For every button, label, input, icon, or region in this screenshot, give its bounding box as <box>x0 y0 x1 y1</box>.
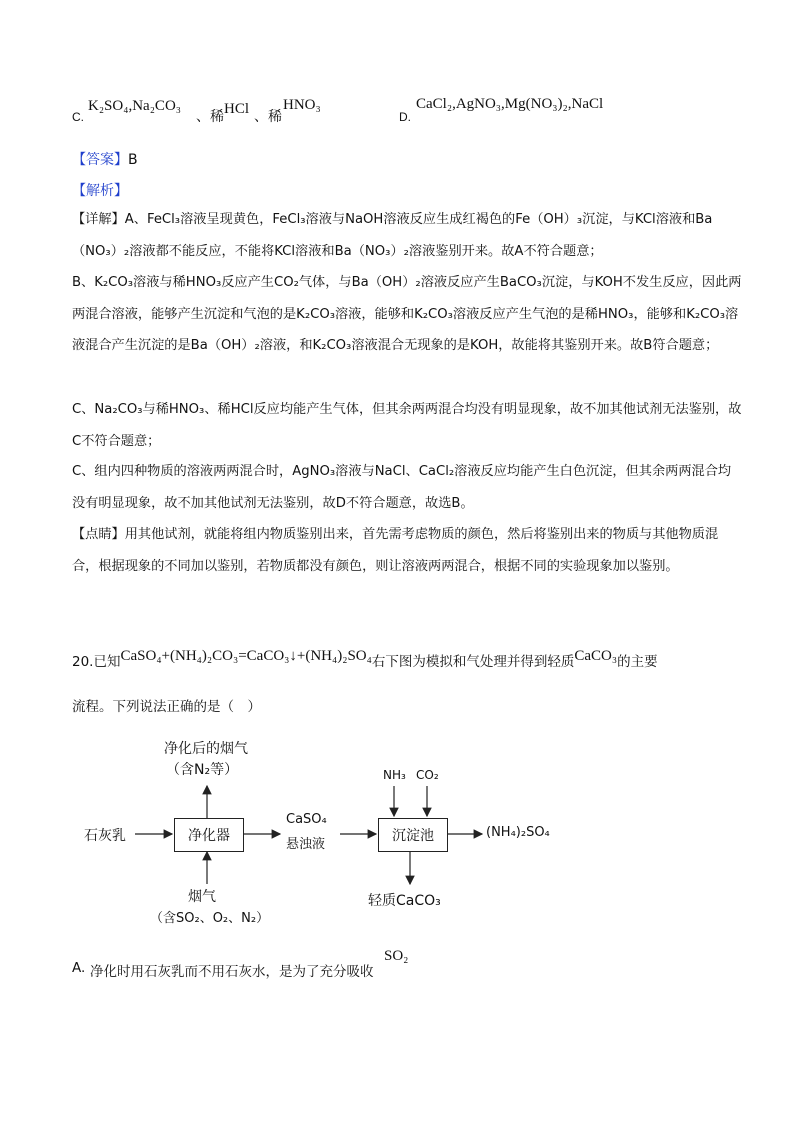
question-20-suffix: 的主要 <box>617 654 658 670</box>
answer-tag: 【答案】 <box>72 152 128 168</box>
detail-text-d: C、组内四种物质的溶液两两混合时，AgNO₃溶液与NaCl、CaCl₂溶液反应均能产生白色沉淀，但其余两两混合均没有明显现象，故不加其他试剂无法鉴别，故D不符合题意，故选B。 <box>72 464 732 511</box>
purified-gas-label: 净化后的烟气 <box>164 741 248 757</box>
flue-gas-label: 烟气 <box>188 889 216 905</box>
suspension-formula: CaSO₄ <box>286 812 327 827</box>
question-20-line-2: 流程。下列说法正确的是（ ） <box>72 699 261 715</box>
question-20-prefix: 20.已知 <box>72 654 121 670</box>
settling-tank-box <box>378 818 448 852</box>
option-c-formula-3: HNO₃ <box>283 97 321 113</box>
purified-gas-note: （含N₂等） <box>166 762 239 778</box>
option-c-separator-2: 、稀 <box>254 109 282 125</box>
flue-gas-note: （含SO₂、O₂、N₂） <box>150 911 270 926</box>
question-20-middle: 右下图为模拟和气处理并得到轻质 <box>371 654 575 670</box>
option-a-letter: A. <box>72 960 86 976</box>
option-a-formula: SO₂ <box>384 948 409 964</box>
answer-value: B <box>128 152 138 168</box>
detail-text-c: C、Na₂CO₃与稀HNO₃、稀HCl反应均能产生气体，但其余两两混合均没有明显现象，故不加其他试剂无法鉴别，故C不符合题意； <box>72 402 742 449</box>
nh3-label: NH₃ <box>383 768 406 782</box>
comment-text: 用其他试剂，就能将组内物质鉴别出来，首先需考虑物质的颜色，然后将鉴别出来的物质与其他物质混合，根据现象的不同加以鉴别，若物质都没有颜色，则让溶液两两混合，根据不同的实验现象加以鉴别。 <box>72 527 719 574</box>
option-d-letter: D. <box>399 110 411 124</box>
option-c-formula-1: K₂SO₄,Na₂CO₃ <box>88 98 182 114</box>
light-caco3-label: 轻质CaCO₃ <box>368 893 441 909</box>
option-a-statement: 净化时用石灰乳而不用石灰水，是为了充分吸收 <box>90 964 374 980</box>
settling-tank-label: 沉淀池 <box>392 828 434 844</box>
detail-tag: 【详解】 <box>72 212 125 227</box>
co2-label: CO₂ <box>416 768 439 782</box>
option-c-letter: C. <box>72 110 84 124</box>
product-label: (NH₄)₂SO₄ <box>486 825 550 840</box>
question-20-formula: CaCO₃ <box>574 648 618 664</box>
option-c-separator-1: 、稀 <box>196 109 224 125</box>
lime-milk-label: 石灰乳 <box>84 828 126 844</box>
purifier-box <box>174 818 244 852</box>
comment-tag: 【点睛】 <box>72 527 125 542</box>
suspension-label: 悬浊液 <box>286 837 326 852</box>
purifier-label: 净化器 <box>188 828 230 844</box>
option-d-formula: CaCl₂,AgNO₃,Mg(NO₃)₂,NaCl <box>416 96 604 112</box>
detail-text-a: A、FeCl₃溶液呈现黄色，FeCl₃溶液与NaOH溶液反应生成红褐色的Fe（OH）₃沉淀，与KCl溶液和Ba（NO₃）₂溶液都不能反应，不能将KCl溶液和Ba（NO₃）₂溶液鉴别开来。故A不符合题意； <box>72 212 713 259</box>
analysis-tag: 【解析】 <box>72 183 128 199</box>
detail-text-b: B、K₂CO₃溶液与稀HNO₃反应产生CO₂气体，与Ba（OH）₂溶液反应产生BaCO₃沉淀，与KOH不发生反应，因此两两混合溶液，能够产生沉淀和气泡的是K₂CO₃溶液，能够和K₂CO₃溶液反应产生气泡的是稀HNO₃，能够和K₂CO₃溶液混合产生沉淀的是Ba（OH）₂溶液，和K₂CO₃溶液混合无现象的是KOH，故能将其鉴别开来。故B符合题意； <box>72 275 742 353</box>
option-c-formula-2: HCl <box>224 101 250 117</box>
question-20-equation: CaSO₄+(NH₄)₂CO₃=CaCO₃↓+(NH₄)₂SO₄ <box>120 648 372 664</box>
